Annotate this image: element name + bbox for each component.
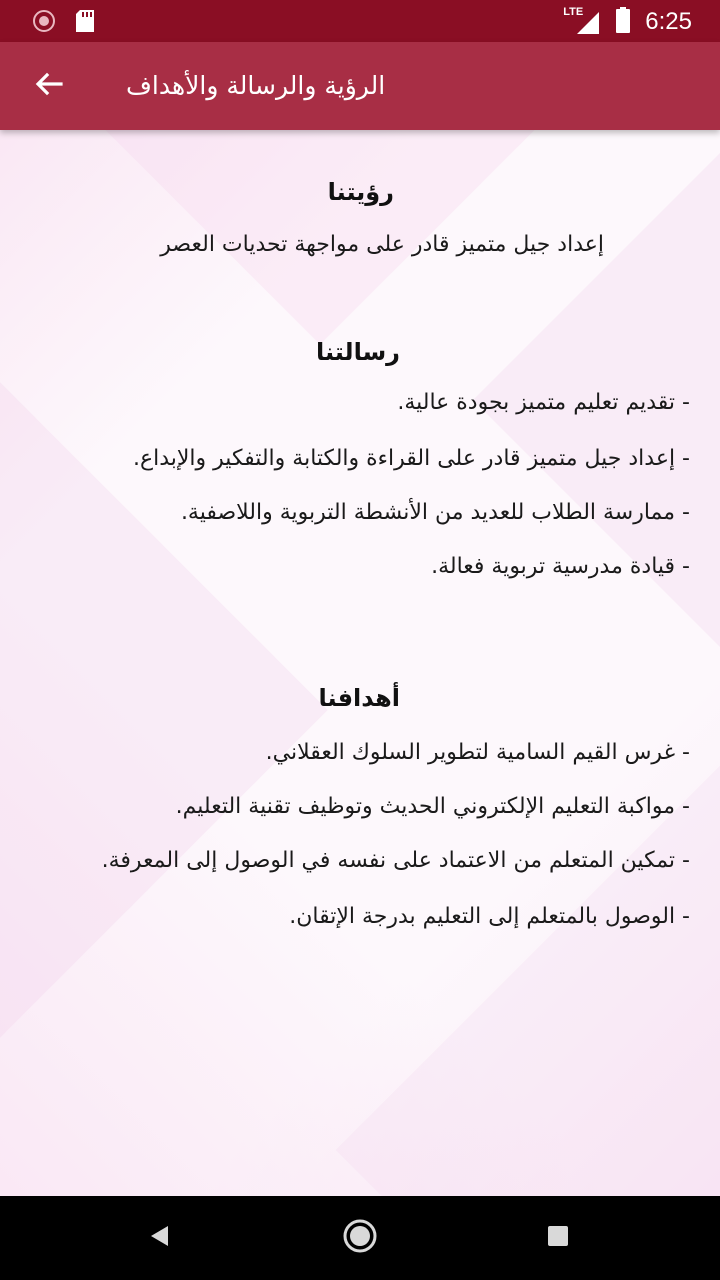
goals-item: - غرس القيم السامية لتطوير السلوك العقلاني. (265, 740, 690, 765)
nav-home-button[interactable] (340, 1218, 380, 1258)
mission-item: - إعداد جيل متميز قادر على القراءة والكتابة والتفكير والإبداع. (132, 446, 690, 471)
content-area (0, 130, 720, 1196)
mission-item: - ممارسة الطلاب للعديد من الأنشطة التربوية واللاصفية. (180, 500, 690, 525)
goals-item: - مواكبة التعليم الإلكتروني الحديث وتوظيف تقنية التعليم. (175, 794, 690, 819)
settings-circle-icon (32, 9, 56, 37)
vision-heading: رؤيتنا (327, 178, 394, 206)
goals-heading: أهدافنا (318, 684, 400, 712)
goals-item: - تمكين المتعلم من الاعتماد على نفسه في الوصول إلى المعرفة. (101, 848, 690, 873)
nav-bar (0, 1196, 720, 1280)
status-time: 6:25 (645, 8, 692, 35)
mission-item: - قيادة مدرسية تربوية فعالة. (431, 554, 690, 579)
arrow-back-icon (33, 68, 65, 104)
home-circle-icon (342, 1218, 378, 1258)
page-title: الرؤية والرسالة والأهداف (126, 71, 386, 100)
mission-heading: رسالتنا (315, 338, 400, 366)
nav-recents-button[interactable] (538, 1218, 578, 1258)
lte-signal-icon: LTE (573, 8, 601, 36)
nav-back-button[interactable] (140, 1218, 180, 1258)
back-button[interactable] (24, 62, 74, 110)
app-bar (0, 42, 720, 130)
back-triangle-icon (148, 1224, 172, 1252)
status-bar (0, 0, 720, 42)
goals-item: - الوصول بالمتعلم إلى التعليم بدرجة الإتقان. (289, 904, 690, 929)
recents-square-icon (546, 1224, 570, 1252)
mission-item: - تقديم تعليم متميز بجودة عالية. (397, 390, 690, 415)
battery-icon (615, 6, 631, 38)
vision-item: إعداد جيل متميز قادر على مواجهة تحديات العصر (160, 232, 604, 257)
sd-card-icon (74, 9, 96, 37)
